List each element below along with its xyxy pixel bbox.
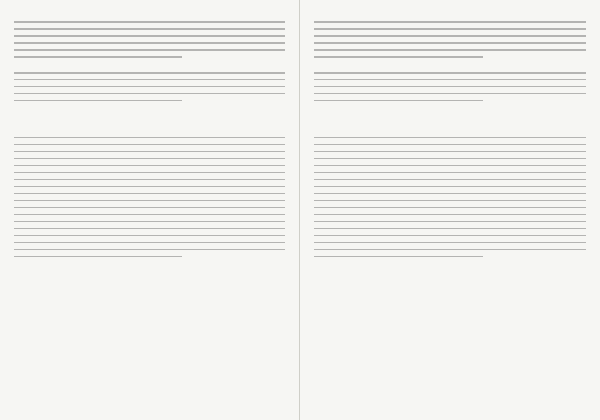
paragraph xyxy=(314,114,586,121)
right-top-text xyxy=(314,12,586,121)
text-lines xyxy=(14,137,285,257)
text-lines xyxy=(314,72,586,102)
paragraph xyxy=(314,263,586,270)
text-lines xyxy=(314,137,586,257)
right-page xyxy=(300,0,600,420)
paragraph xyxy=(14,263,285,270)
left-bottom-text xyxy=(14,137,285,277)
paragraph xyxy=(14,114,285,121)
text-lines xyxy=(314,21,586,58)
left-top-text xyxy=(14,12,285,121)
paragraph xyxy=(14,270,285,277)
paragraph xyxy=(314,63,586,70)
right-bottom-text xyxy=(314,137,586,277)
paragraph xyxy=(314,107,586,114)
text-lines xyxy=(14,21,285,58)
paragraph xyxy=(14,107,285,114)
paragraph xyxy=(314,12,586,19)
paragraph xyxy=(14,12,285,19)
text-lines xyxy=(14,72,285,102)
paragraph xyxy=(314,270,586,277)
paragraph xyxy=(14,63,285,70)
